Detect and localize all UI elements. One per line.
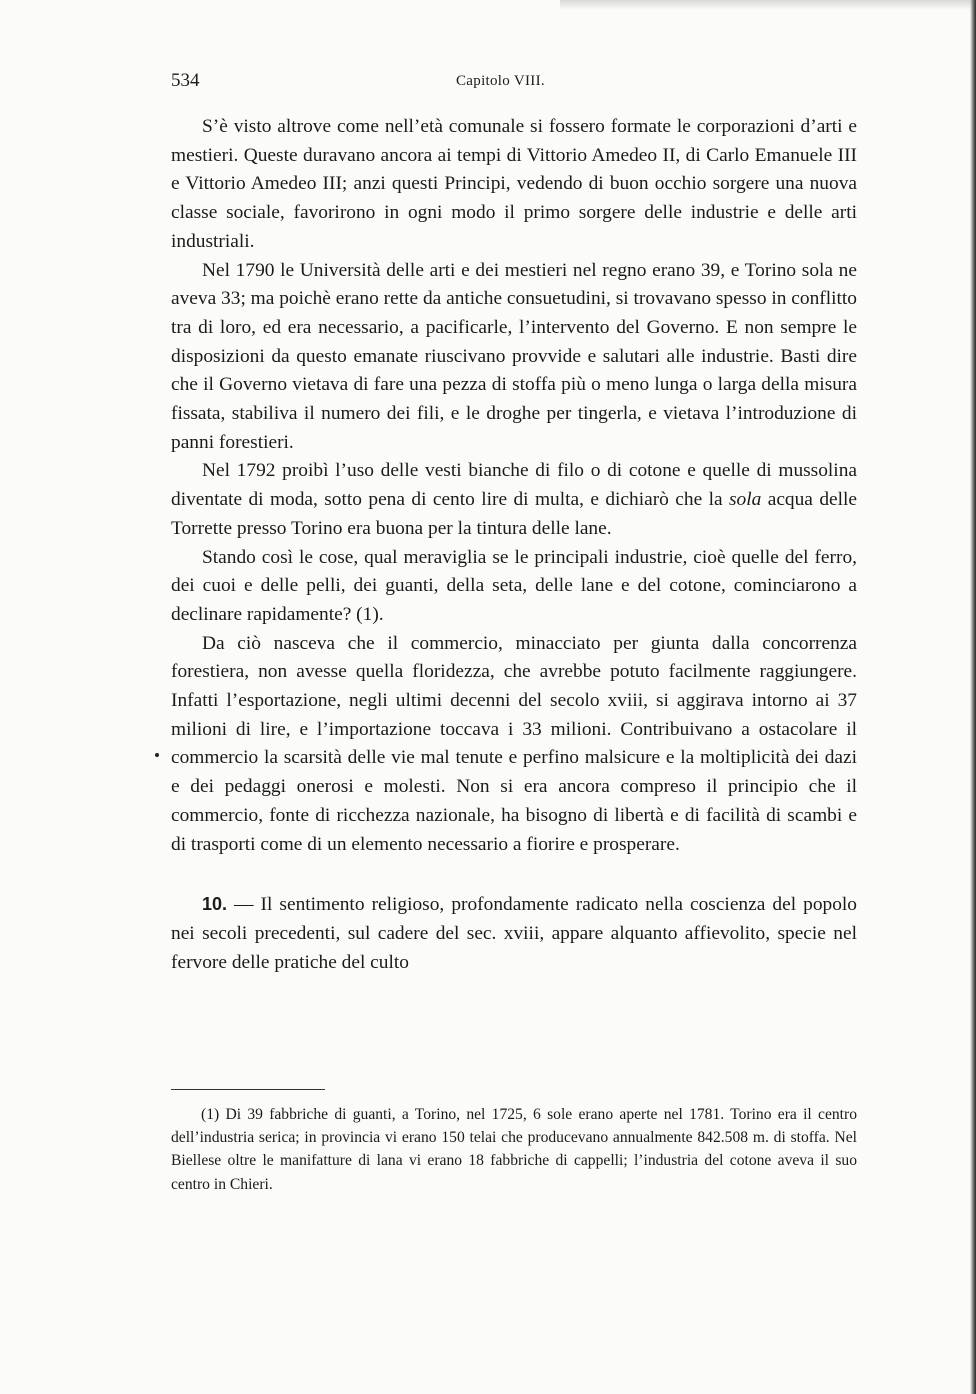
footnote-rule	[171, 1089, 325, 1090]
paragraph-1: S’è visto altrove come nell’età comunale si fossero formate le corporazioni d’arti e mestieri. Queste duravano ancora ai tempi di Vittorio Amedeo II, di Carlo Emanuele III e Vittorio Amedeo III; anzi questi Principi, vedendo di buon occhio sorgere una nuova classe sociale, favorirono in ogni modo il primo sorgere delle industrie e delle arti industriali.	[171, 116, 857, 252]
margin-mark	[155, 753, 159, 757]
running-head: Capitolo VIII.	[456, 73, 545, 89]
paragraph-4: Stando così le cose, qual meraviglia se le principali industrie, cioè quelle del ferro, dei cuoi e delle pelli, dei guanti, della seta, delle lane e del cotone, cominciarono a declinare rapidamente? (1).	[171, 546, 857, 625]
paragraph-3-text-a: Nel 1792 proibì l’uso delle vesti bianche di filo o di cotone e quelle di mussolina diventate di moda, sotto pena di cento lire di multa, e dichiarò che la	[171, 460, 857, 511]
page-number: 534	[171, 70, 200, 91]
paragraph-5: Da ciò nasceva che il commercio, minacciato per giunta dalla concorrenza forestiera, non avesse quella floridezza, che avrebbe potuto facilmente raggiungere. Infatti l’esportazione, negli ultimi decenni del secolo xviii, si aggirava intorno ai 37 milioni di lire, e l’importazione toccava i 33 milioni. Contribuivano a ostacolare il commercio la scarsità delle vie mal tenute e perfino malsicure e la moltiplicità dei dazi e dei pedaggi onerosi e molesti. Non si era ancora compreso il principio che il commercio, fonte di ricchezza nazionale, ha bisogno di libertà e di facilità di scambi e di trasporti come di un elemento necessario a fiorire e prosperare.	[171, 632, 857, 855]
paragraph-6-text: — Il sentimento religioso, profondamente radicato nella coscienza del popolo nei secoli precedenti, sul cadere del sec. xviii, appare alquanto affievolito, specie nel fervore delle pratiche del culto	[171, 894, 857, 973]
page-edge-shadow-top	[560, 0, 976, 10]
page-header	[171, 70, 857, 100]
paragraph-2: Nel 1790 le Università delle arti e dei mestieri nel regno erano 39, e Torino sola ne aveva 33; ma poichè erano rette da antiche consuetudini, si trovavano spesso in conflitto tra di loro, ed era necessario, a pacificarle, l’intervento del Governo. E non sempre le disposizioni da questo emanate riuscivano provvide e salutari alle industrie. Basti dire che il Governo vietava di fare una pezza di stoffa più o meno lunga o larga della misura fissata, stabiliva il numero dei fili, e le droghe per tingerla, e vietava l’introduzione di panni forestieri.	[171, 259, 858, 453]
paragraph-3-italic: sola	[728, 489, 762, 511]
footnote: (1) Di 39 fabbriche di guanti, a Torino, nel 1725, 6 sole erano aperte nel 1781. Torino era il centro dell’industria serica; in provincia vi erano 150 telai che producevano annualmente 842.508 m. di stoffa. Nel Biellese oltre le manifatture di lana vi erano 18 fabbriche di cappelli; l’industria del cotone aveva il suo centro in Chieri.	[171, 1106, 857, 1193]
paragraph-3-text-b: acqua delle Torrette presso Torino era buona per la tintura delle lane.	[171, 489, 857, 539]
section-number: 10.	[202, 894, 228, 915]
paragraph-3	[171, 457, 857, 543]
paragraph-6	[171, 890, 857, 977]
page-edge-shadow-right	[970, 0, 976, 1394]
body-text	[171, 113, 857, 977]
